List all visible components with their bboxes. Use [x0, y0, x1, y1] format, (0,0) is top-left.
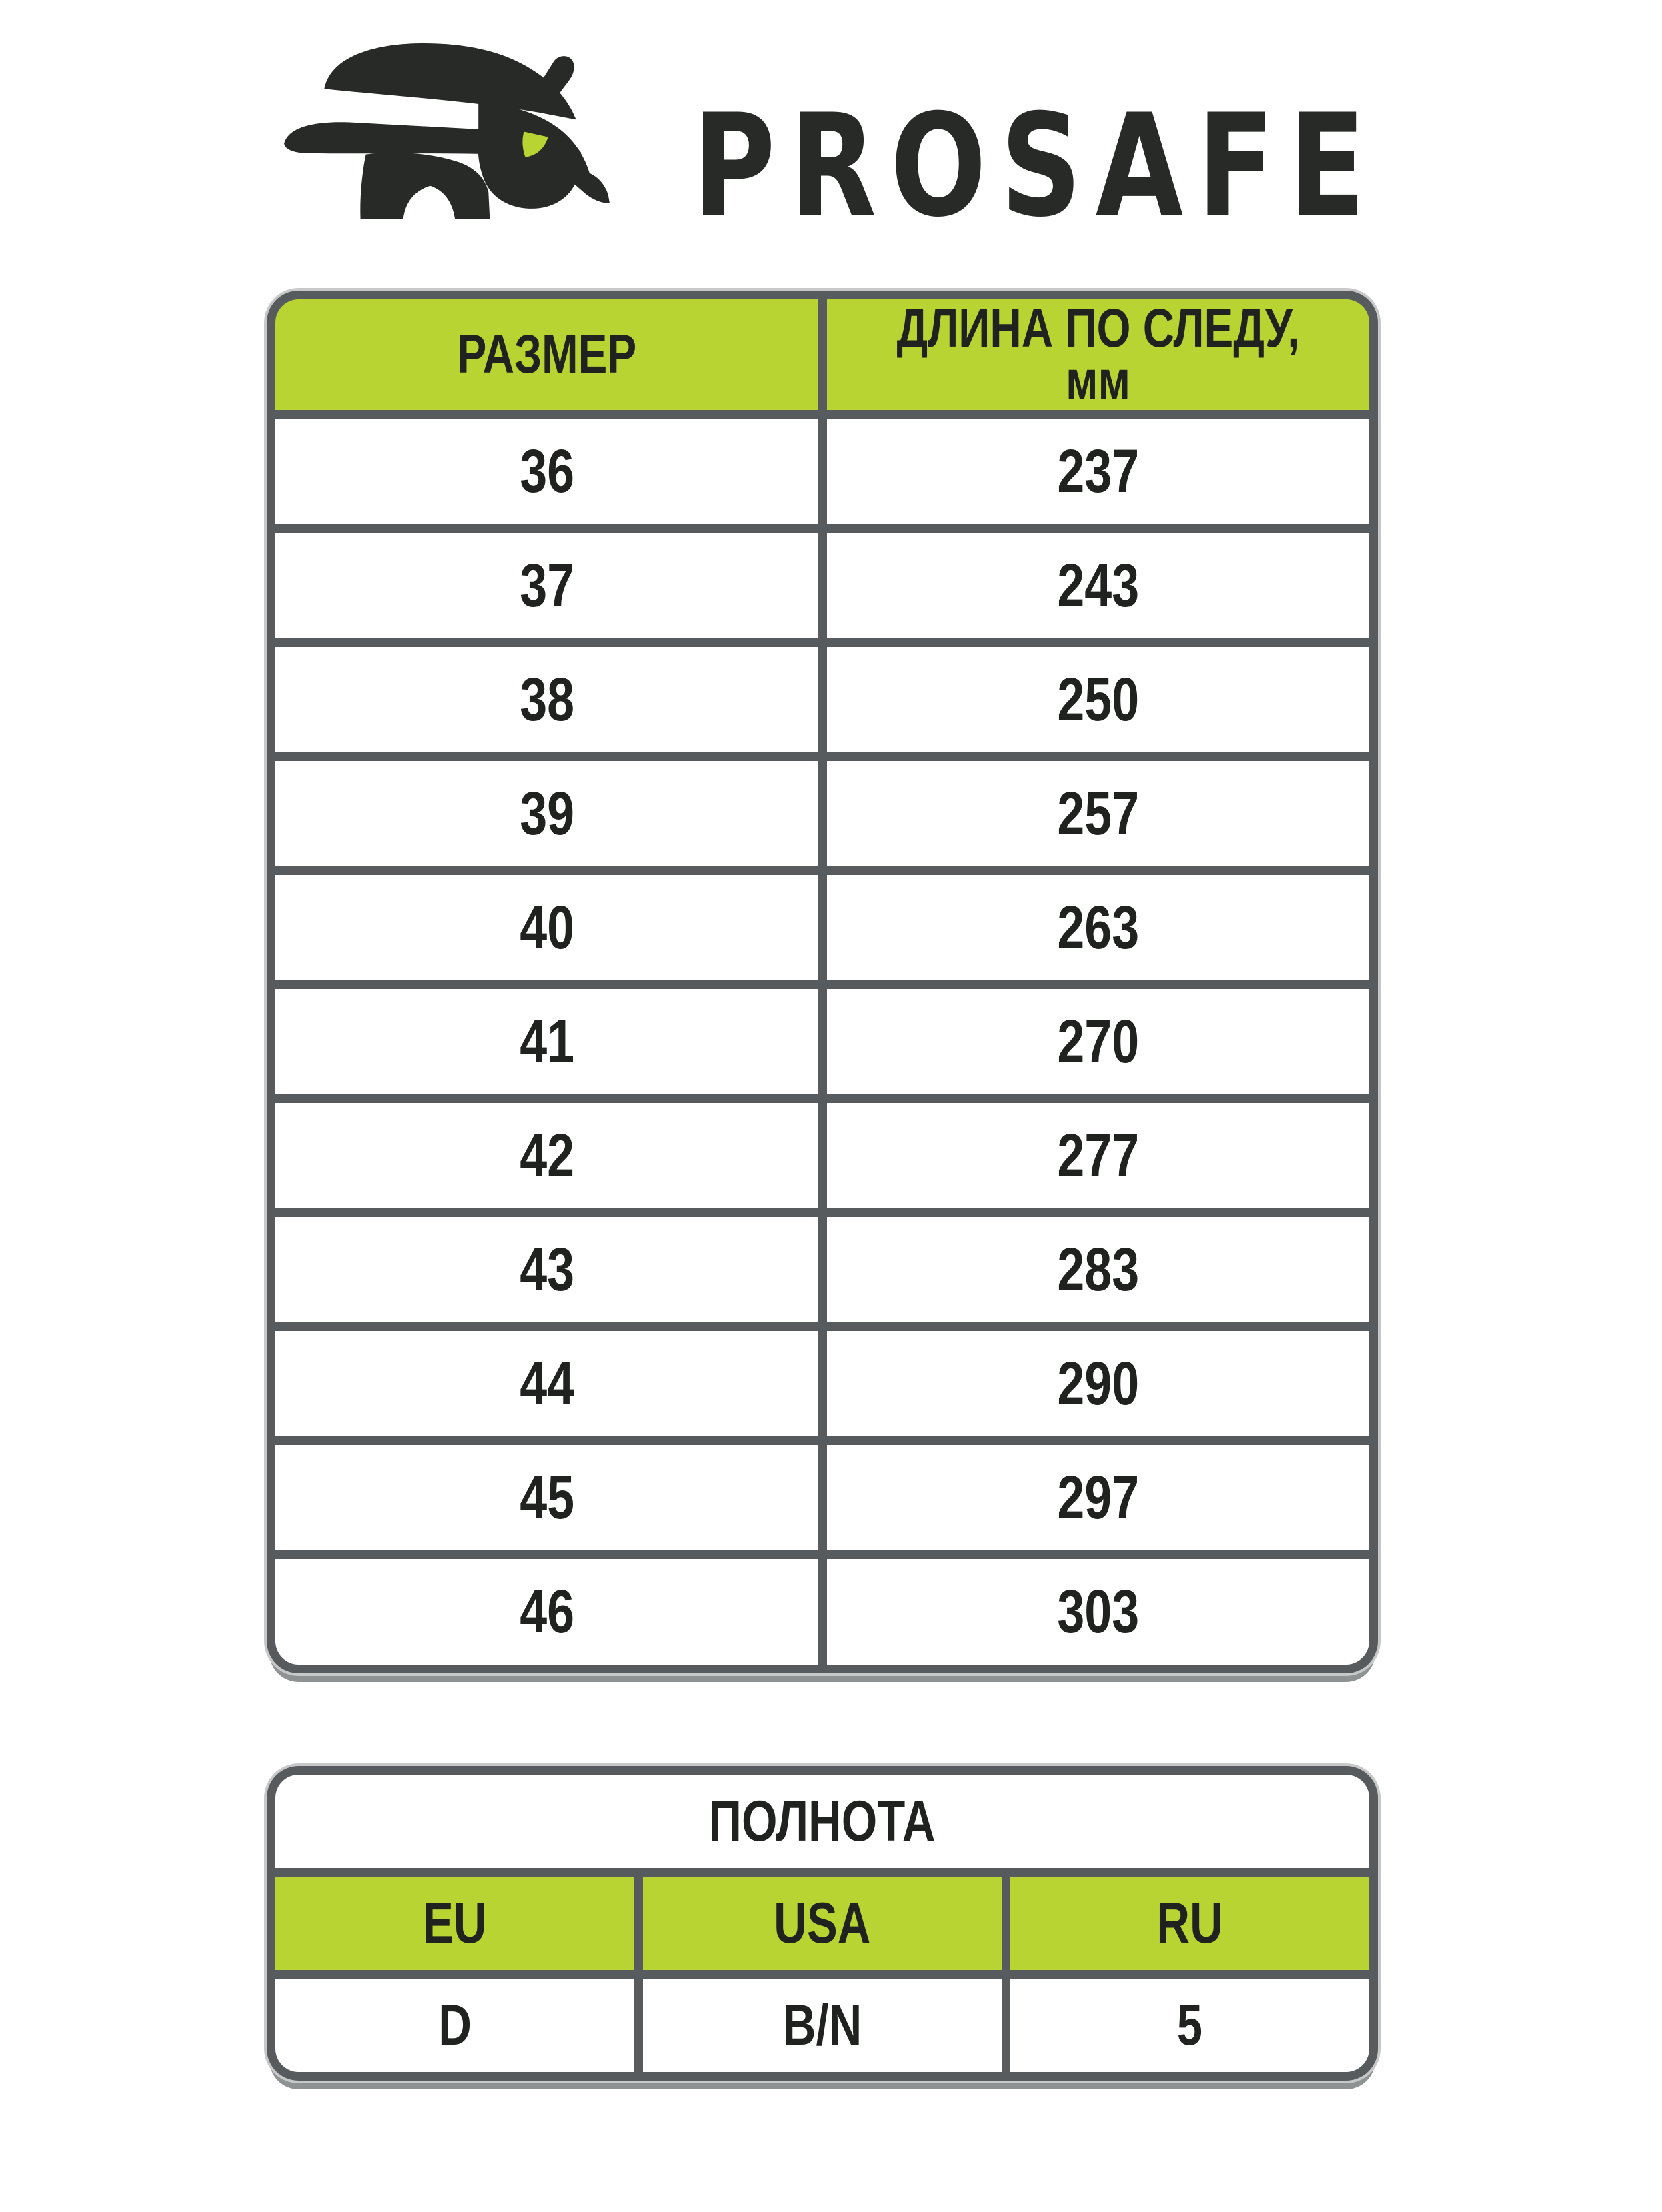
rhino-icon [267, 39, 622, 224]
size-cell: 36 [275, 419, 818, 524]
width-table-title: ПОЛНОТА [275, 1775, 1369, 1868]
length-cell: 263 [827, 875, 1370, 980]
size-cell: 38 [275, 647, 818, 752]
size-cell: 37 [275, 533, 818, 638]
size-cell: 45 [275, 1445, 818, 1550]
width-table [267, 1766, 1378, 2081]
brand-logo [0, 0, 1662, 280]
size-cell: 42 [275, 1103, 818, 1208]
length-column-header [827, 299, 1370, 410]
length-cell: 257 [827, 761, 1370, 866]
length-cell: 303 [827, 1559, 1370, 1665]
size-cell: 43 [275, 1217, 818, 1322]
size-cell: 41 [275, 989, 818, 1094]
length-cell: 290 [827, 1331, 1370, 1436]
length-cell: 297 [827, 1445, 1370, 1550]
length-cell: 243 [827, 533, 1370, 638]
width-header-ru: RU [1010, 1877, 1369, 1970]
brand-wordmark: PROSAFE [692, 83, 1379, 248]
size-cell: 39 [275, 761, 818, 866]
length-cell: 237 [827, 419, 1370, 524]
size-column-header [275, 299, 818, 410]
length-cell: 270 [827, 989, 1370, 1094]
length-column-header-label: ДЛИНА ПО СЛЕДУ, мм [896, 298, 1300, 411]
size-cell: 46 [275, 1559, 818, 1665]
size-column-header-label: РАЗМЕР [457, 324, 637, 385]
length-cell: 277 [827, 1103, 1370, 1208]
width-value-usa: B/N [643, 1979, 1002, 2072]
width-value-eu: D [275, 1979, 634, 2072]
width-value-ru: 5 [1010, 1979, 1369, 2072]
size-cell: 40 [275, 875, 818, 980]
size-table [267, 291, 1378, 1673]
width-header-usa: USA [643, 1877, 1002, 1970]
length-cell: 250 [827, 647, 1370, 752]
size-cell: 44 [275, 1331, 818, 1436]
width-header-eu: EU [275, 1877, 634, 1970]
length-cell: 283 [827, 1217, 1370, 1322]
